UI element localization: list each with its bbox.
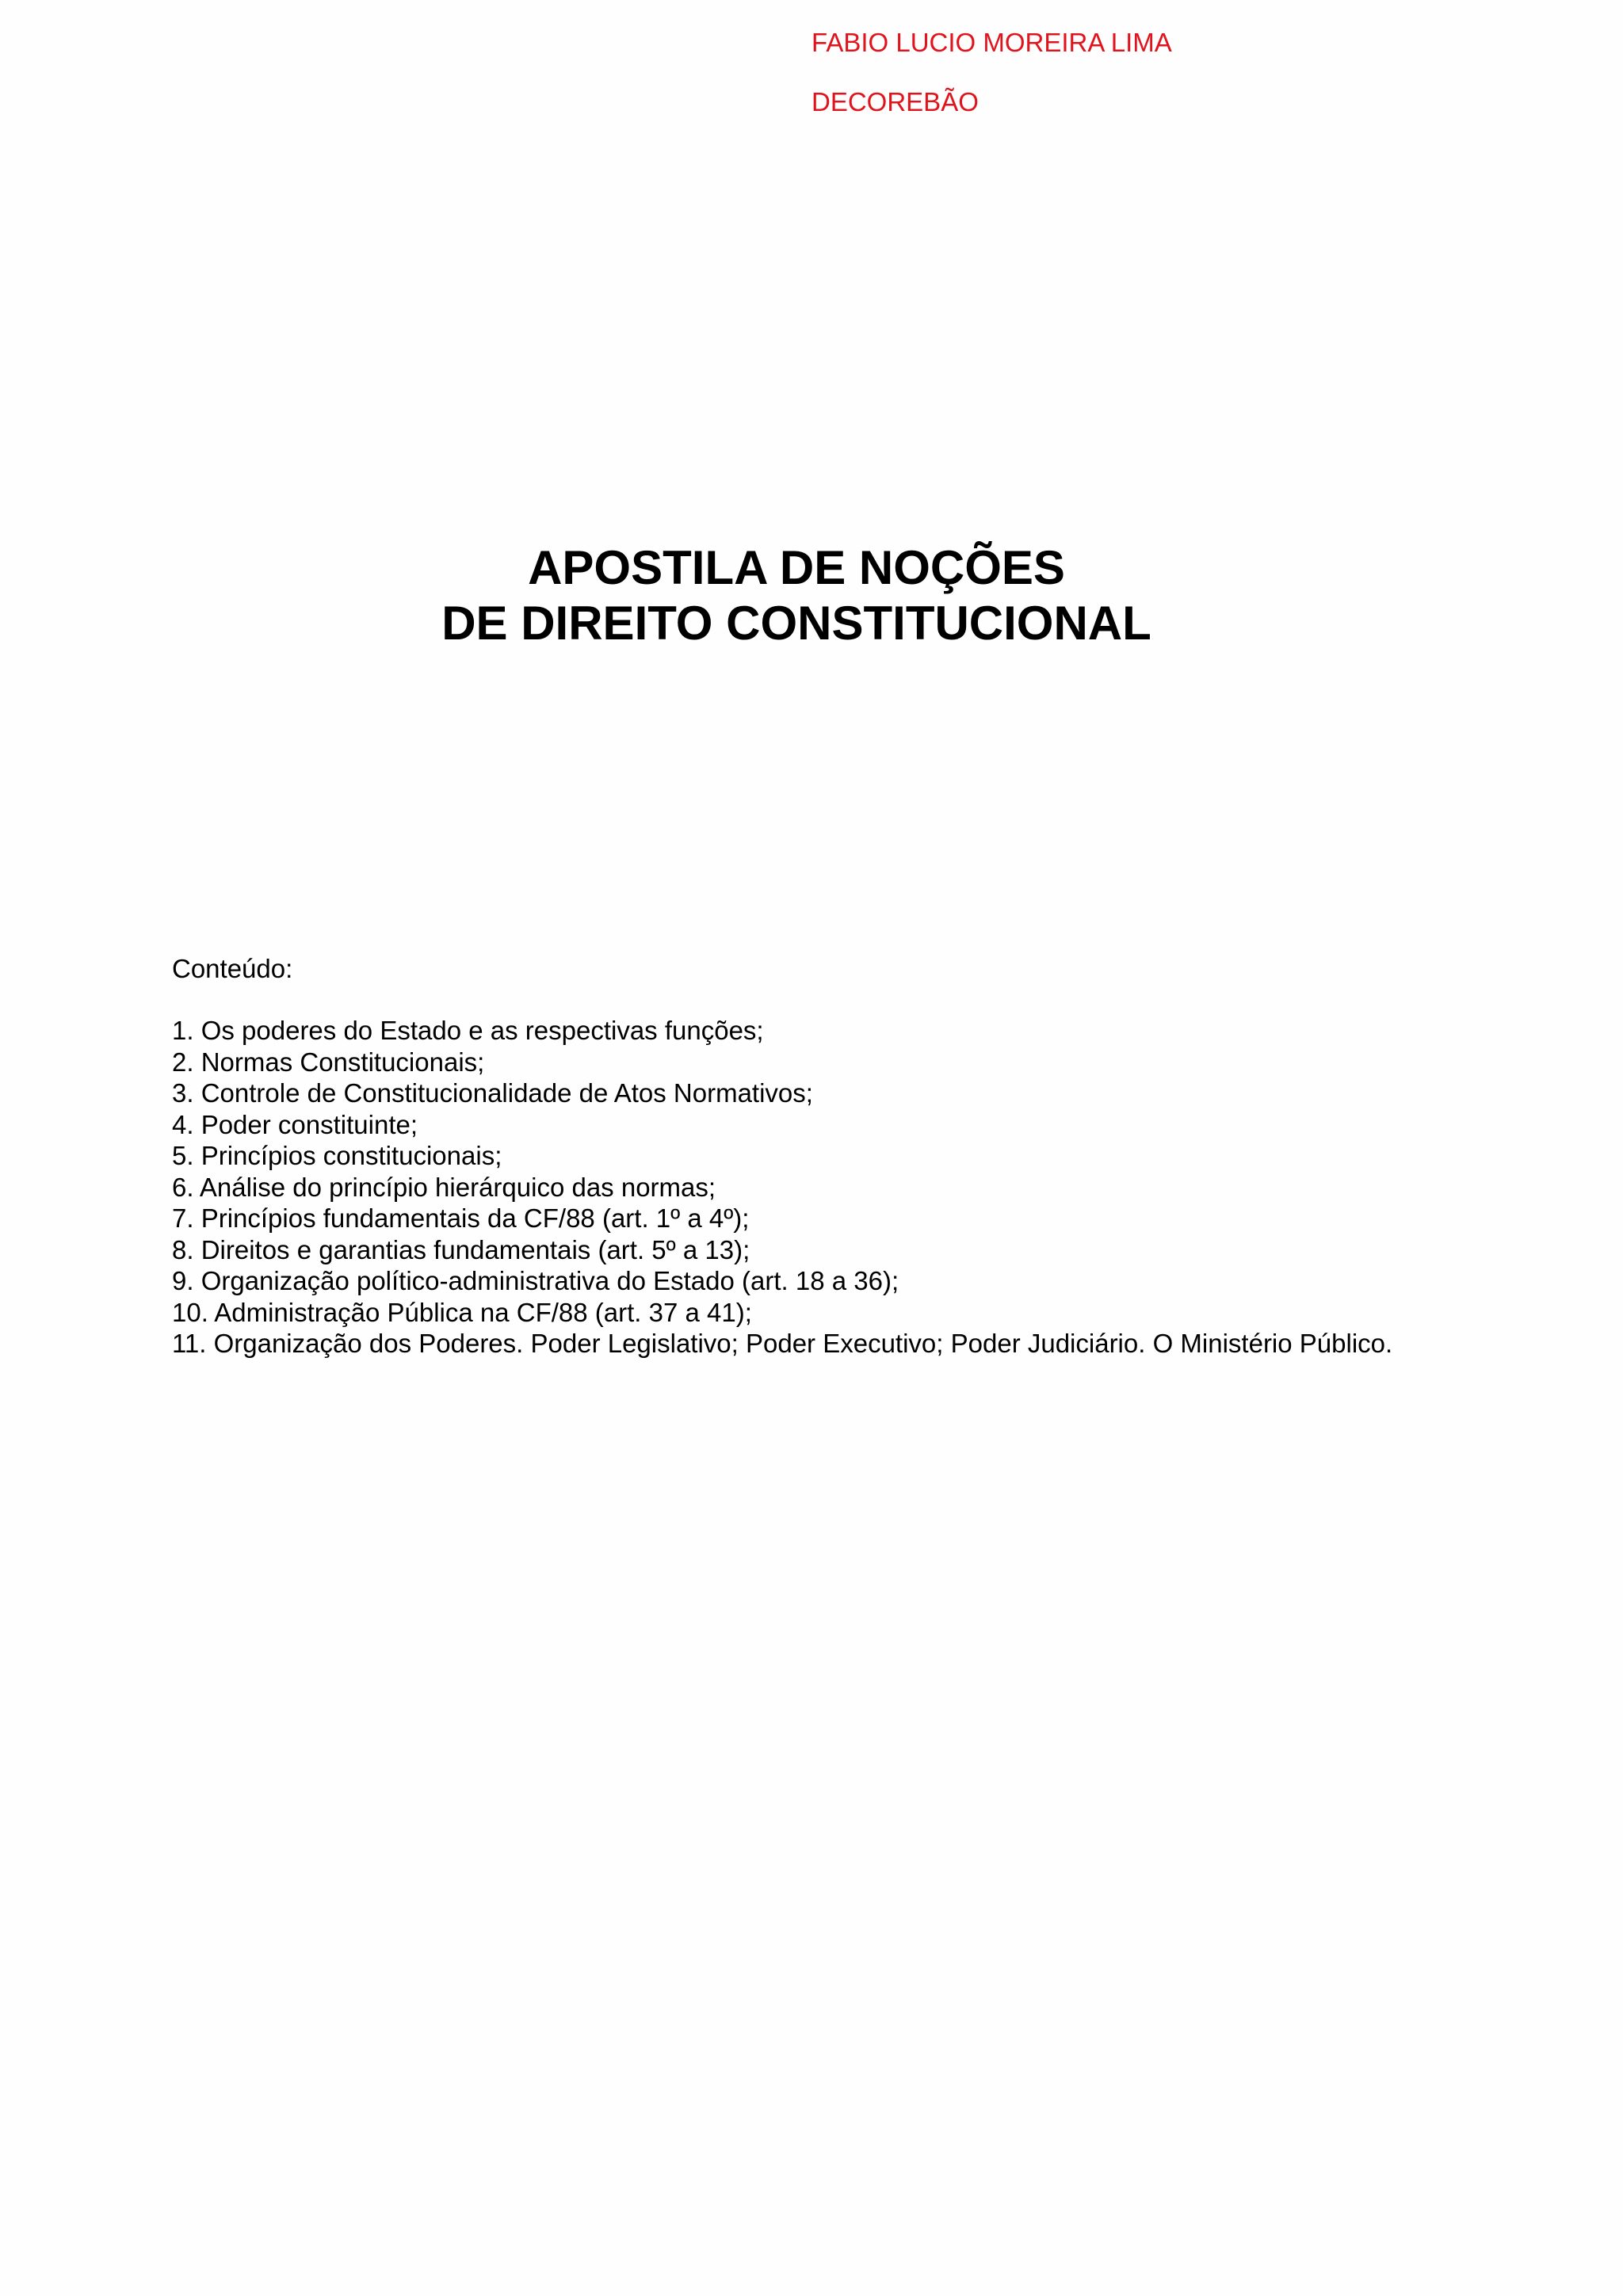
title-line-2: DE DIREITO CONSTITUCIONAL	[441, 597, 1151, 650]
brand-name: DECOREBÃO	[812, 87, 979, 116]
list-item: 2. Normas Constitucionais;	[172, 1047, 485, 1077]
list-item: 10. Administração Pública na CF/88 (art. 37 a 41);	[172, 1297, 752, 1327]
list-item: 3. Controle de Constitucionalidade de Atos Normativos;	[172, 1078, 813, 1108]
list-item: 1. Os poderes do Estado e as respectivas funções;	[172, 1016, 764, 1045]
list-item: 9. Organização político-administrativa do Estado (art. 18 a 36);	[172, 1266, 899, 1295]
list-item: 6. Análise do princípio hierárquico das normas;	[172, 1172, 716, 1202]
list-item: 7. Princípios fundamentais da CF/88 (art. 1º a 4º);	[172, 1203, 750, 1233]
header	[812, 27, 1172, 118]
title-line-1: APOSTILA DE NOÇÕES	[528, 541, 1065, 594]
list-item: 11. Organização dos Poderes. Poder Legislativo; Poder Executivo; Poder Judiciário. O Ministério Público.	[172, 1329, 1393, 1358]
table-of-contents	[172, 953, 1408, 1360]
list-item: 4. Poder constituinte;	[172, 1109, 418, 1139]
contents-list	[172, 1015, 1408, 1360]
contents-heading: Conteúdo:	[172, 954, 293, 983]
author-name: FABIO LUCIO MOREIRA LIMA	[812, 28, 1172, 57]
document-title	[0, 540, 1593, 651]
list-item: 5. Princípios constitucionais;	[172, 1141, 502, 1170]
list-item: 8. Direitos e garantias fundamentais (art. 5º a 13);	[172, 1234, 750, 1264]
